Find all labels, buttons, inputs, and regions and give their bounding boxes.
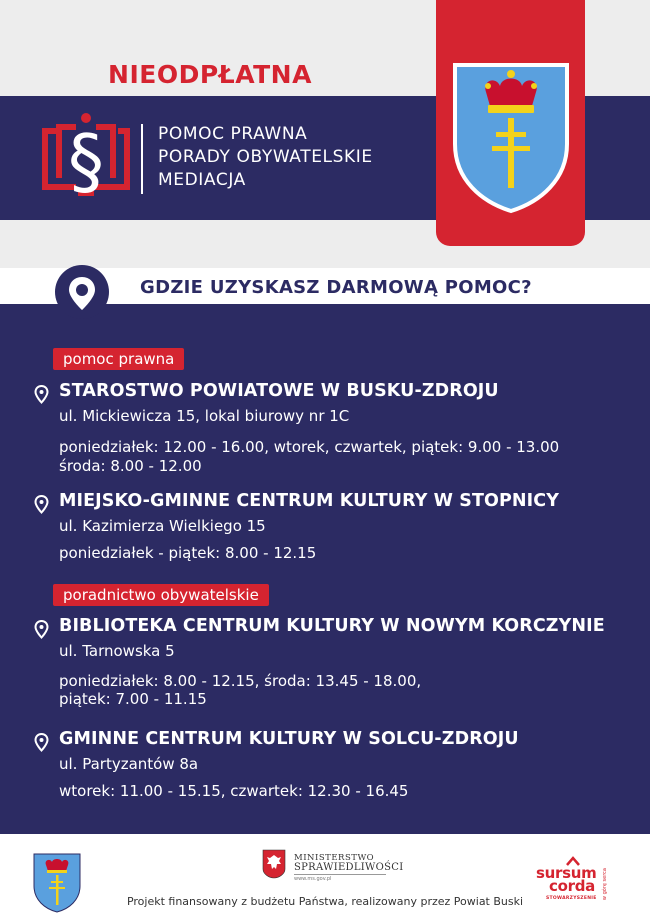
- map-pin-icon: [34, 733, 49, 752]
- ministry-divider: [294, 874, 386, 875]
- eagle-emblem-icon: [262, 849, 286, 879]
- location-hours: środa: 8.00 - 12.00: [59, 457, 202, 475]
- motto: w górę serca: [602, 868, 608, 901]
- location-name: STAROSTWO POWIATOWE W BUSKU-ZDROJU: [59, 381, 499, 401]
- services-list: [158, 123, 373, 192]
- map-pin-icon: [34, 620, 49, 639]
- location-hours: piątek: 7.00 - 11.15: [59, 690, 207, 708]
- header-divider: [141, 124, 143, 194]
- map-pin-icon: [54, 262, 110, 324]
- location-hours: poniedziałek - piątek: 8.00 - 12.15: [59, 544, 317, 562]
- location-address: ul. Kazimierza Wielkiego 15: [59, 517, 266, 535]
- location-name: MIEJSKO-GMINNE CENTRUM KULTURY W STOPNICY: [59, 491, 559, 511]
- location-address: ul. Mickiewicza 15, lokal biurowy nr 1C: [59, 407, 350, 425]
- location-hours: wtorek: 11.00 - 15.15, czwartek: 12.30 - 16.45: [59, 782, 409, 800]
- map-pin-icon: [34, 495, 49, 514]
- ministry-line2: SPRAWIEDLIWOŚCI: [294, 862, 404, 873]
- sursum-word: sursum: [536, 864, 597, 882]
- page-title: NIEODPŁATNA: [108, 60, 312, 89]
- location-hours: poniedziałek: 12.00 - 16.00, wtorek, czwartek, piątek: 9.00 - 13.00: [59, 438, 560, 456]
- association-label: STOWARZYSZENIE: [546, 896, 597, 901]
- location-address: ul. Tarnowska 5: [59, 642, 175, 660]
- svg-text:§: §: [68, 119, 104, 203]
- ministry-line1: MINISTERSTWO: [294, 853, 375, 863]
- service-legal-aid: POMOC PRAWNA: [158, 124, 308, 144]
- service-mediation: MEDIACJA: [158, 170, 246, 190]
- tag-legal-aid: pomoc prawna: [53, 348, 184, 370]
- location-name: BIBLIOTEKA CENTRUM KULTURY W NOWYM KORCZYNIE: [59, 616, 605, 636]
- tag-civic-advice: poradnictwo obywatelskie: [53, 584, 269, 606]
- paragraph-book-icon: [38, 110, 134, 206]
- ministry-logo: [262, 849, 404, 887]
- location-hours: poniedziałek: 8.00 - 12.15, środa: 13.45 - 18.00,: [59, 672, 422, 690]
- coat-of-arms-icon: [452, 62, 570, 214]
- question-heading: GDZIE UZYSKASZ DARMOWĄ POMOC?: [140, 277, 532, 298]
- ministry-url: www.ms.gov.pl: [294, 876, 332, 882]
- location-address: ul. Partyzantów 8a: [59, 755, 199, 773]
- service-civic-advice: PORADY OBYWATELSKIE: [158, 147, 373, 167]
- location-name: GMINNE CENTRUM KULTURY W SOLCU-ZDROJU: [59, 729, 519, 749]
- map-pin-icon: [34, 385, 49, 404]
- corda-word: corda: [549, 877, 595, 895]
- funding-note: Projekt finansowany z budżetu Państwa, realizowany przez Powiat Buski: [126, 895, 524, 908]
- sursum-corda-logo: [533, 856, 618, 906]
